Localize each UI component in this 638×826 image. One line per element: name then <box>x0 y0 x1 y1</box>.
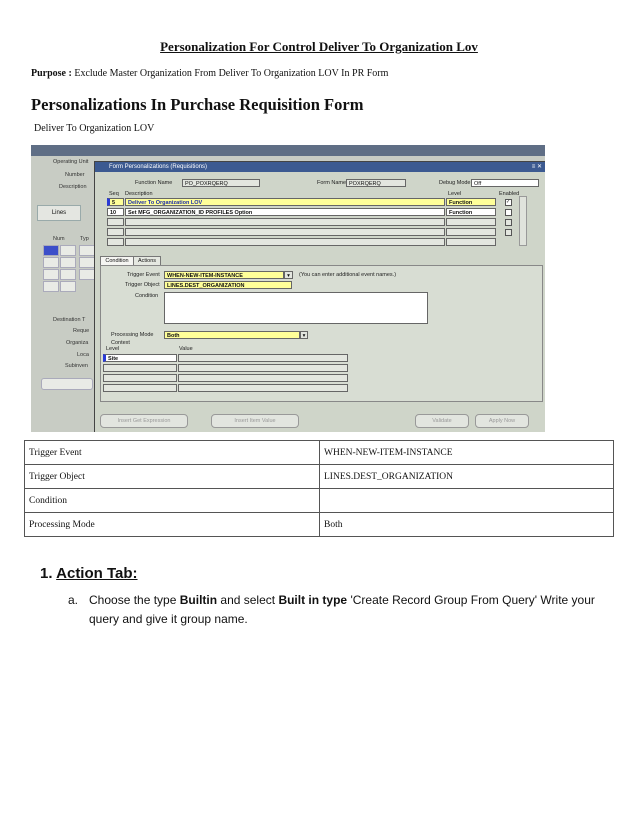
context-level-label: Level <box>106 346 120 352</box>
text-bold-part: Builtin <box>179 593 218 607</box>
processing-mode-label: Processing Mode <box>111 332 154 338</box>
text-part: Choose the type <box>89 593 180 607</box>
empty-row-cell[interactable] <box>107 238 124 246</box>
table-cell-label: Trigger Event <box>25 441 320 465</box>
bg-label: Num <box>53 236 65 242</box>
table-row <box>25 489 614 513</box>
debug-mode-select[interactable]: Off <box>471 179 539 187</box>
action-tab-heading <box>40 565 138 582</box>
empty-row-cell[interactable] <box>125 238 445 246</box>
context-value-label: Value <box>179 346 193 352</box>
col-description: Description <box>125 191 153 197</box>
row-enabled-checkbox[interactable] <box>505 229 512 236</box>
heading-text: Action Tab: <box>56 565 138 582</box>
empty-row-cell[interactable] <box>125 218 445 226</box>
context-value-field[interactable] <box>178 364 348 372</box>
bg-cell <box>79 257 95 268</box>
trigger-event-field[interactable]: WHEN-NEW-ITEM-INSTANCE <box>164 271 284 279</box>
purpose-line <box>31 68 388 79</box>
table-cell-label: Condition <box>25 489 320 513</box>
bg-label: Operating Unit <box>53 159 89 165</box>
empty-row-cell[interactable] <box>107 228 124 236</box>
insert-get-expression-button[interactable]: Insert Get Expression <box>100 414 188 428</box>
subheading: Deliver To Organization LOV <box>34 123 155 134</box>
condition-label: Condition <box>135 293 159 299</box>
empty-row-cell[interactable] <box>446 218 496 226</box>
bg-label: Loca <box>77 352 89 358</box>
context-value-field[interactable] <box>178 374 348 382</box>
bg-label: Reque <box>73 328 90 334</box>
dropdown-icon[interactable]: ▾ <box>300 331 308 339</box>
tab-actions[interactable]: Actions <box>133 256 161 267</box>
context-level-field[interactable]: Site <box>103 354 177 362</box>
bg-cell <box>43 245 59 256</box>
bg-cell <box>43 257 59 268</box>
row-level[interactable]: Function <box>446 208 496 216</box>
trigger-event-note: (You can enter additional event names.) <box>299 272 397 278</box>
empty-row-cell[interactable] <box>125 228 445 236</box>
text-part: 'Create Record Group From Query' Write your query and give it group name. <box>89 593 595 626</box>
bg-cell <box>79 269 95 280</box>
trigger-object-label: Trigger Object <box>125 282 160 288</box>
item-letter: a. <box>68 593 79 607</box>
condition-summary-table <box>24 440 614 537</box>
context-label: Context <box>111 340 130 346</box>
table-cell-value <box>320 489 614 513</box>
bg-label: Subinven <box>65 363 88 369</box>
apply-now-button[interactable]: Apply Now <box>475 414 529 428</box>
row-enabled-checkbox[interactable] <box>505 219 512 226</box>
row-level[interactable]: Function <box>446 198 496 206</box>
context-level-field[interactable] <box>103 374 177 382</box>
window-controls[interactable]: ≡ ✕ <box>531 164 542 170</box>
bg-label: Organiza <box>66 340 89 346</box>
document-title: Personalization For Control Deliver To Organization Lov <box>160 39 478 54</box>
condition-panel <box>100 265 543 402</box>
trigger-object-field[interactable]: LINES.DEST_ORGANIZATION <box>164 281 292 289</box>
bg-button <box>41 378 93 390</box>
row-enabled-checkbox[interactable] <box>505 209 512 216</box>
form-personalization-screenshot <box>31 145 545 432</box>
bg-label: Destination T <box>53 317 86 323</box>
empty-row-cell[interactable] <box>107 218 124 226</box>
row-seq[interactable]: 5 <box>107 198 124 206</box>
function-name-field[interactable]: PO_POXRQERQ <box>182 179 260 187</box>
bg-tab-lines: Lines <box>37 205 81 221</box>
rows-scrollbar[interactable] <box>519 196 527 246</box>
context-value-field[interactable] <box>178 384 348 392</box>
empty-row-cell[interactable] <box>446 238 496 246</box>
action-instructions <box>68 591 609 629</box>
form-personalization-window <box>94 161 545 432</box>
table-row <box>25 465 614 489</box>
insert-item-value-button[interactable]: Insert Item Value <box>211 414 299 428</box>
purpose-label: Purpose : <box>31 68 72 79</box>
col-enabled: Enabled <box>499 191 520 197</box>
background-titlebar <box>31 145 545 156</box>
form-name-field[interactable]: POXRQERQ <box>346 179 406 187</box>
context-value-field[interactable] <box>178 354 348 362</box>
bg-cell <box>60 269 76 280</box>
validate-button[interactable]: Validate <box>415 414 469 428</box>
table-cell-value: LINES.DEST_ORGANIZATION <box>320 465 614 489</box>
text-part: and select <box>217 593 279 607</box>
bg-label: Number <box>65 172 85 178</box>
row-description[interactable]: Deliver To Organization LOV <box>125 198 445 206</box>
bg-cell <box>43 269 59 280</box>
bg-cell <box>60 281 76 292</box>
function-name-label: Function Name <box>135 180 173 186</box>
trigger-event-label: Trigger Event <box>127 272 160 278</box>
bg-cell <box>60 257 76 268</box>
row-seq[interactable]: 10 <box>107 208 124 216</box>
empty-row-cell[interactable] <box>446 228 496 236</box>
table-row <box>25 513 614 537</box>
table-cell-label: Processing Mode <box>25 513 320 537</box>
bg-cell <box>79 245 95 256</box>
bg-label: Description <box>59 184 87 190</box>
purpose-text: Exclude Master Organization From Deliver To Organization LOV In PR Form <box>71 68 389 79</box>
window-titlebar <box>95 162 545 172</box>
processing-mode-field[interactable]: Both <box>164 331 300 339</box>
bg-cell <box>43 281 59 292</box>
debug-mode-label: Debug Mode <box>439 180 471 186</box>
table-row <box>25 441 614 465</box>
condition-field[interactable] <box>164 292 428 324</box>
tab-condition[interactable]: Condition <box>100 256 134 266</box>
window-title: Form Personalizations (Requisitions) <box>109 164 208 170</box>
text-bold-part: Built in type <box>278 593 348 607</box>
table-cell-value: WHEN-NEW-ITEM-INSTANCE <box>320 441 614 465</box>
form-name-label: Form Name <box>317 180 347 186</box>
bg-label: Typ <box>80 236 89 242</box>
row-enabled-checkbox[interactable]: ✓ <box>506 199 511 205</box>
section-heading: Personalizations In Purchase Requisition Form <box>31 95 364 114</box>
col-seq: Seq <box>109 191 119 197</box>
bg-cell <box>60 245 76 256</box>
row-description[interactable]: Set MFG_ORGANIZATION_ID PROFILES Option <box>125 208 445 216</box>
dropdown-icon[interactable]: ▾ <box>284 271 293 279</box>
col-level: Level <box>448 191 462 197</box>
table-cell-label: Trigger Object <box>25 465 320 489</box>
context-level-field[interactable] <box>103 384 177 392</box>
heading-number: 1. <box>40 565 53 582</box>
table-cell-value: Both <box>320 513 614 537</box>
context-level-field[interactable] <box>103 364 177 372</box>
